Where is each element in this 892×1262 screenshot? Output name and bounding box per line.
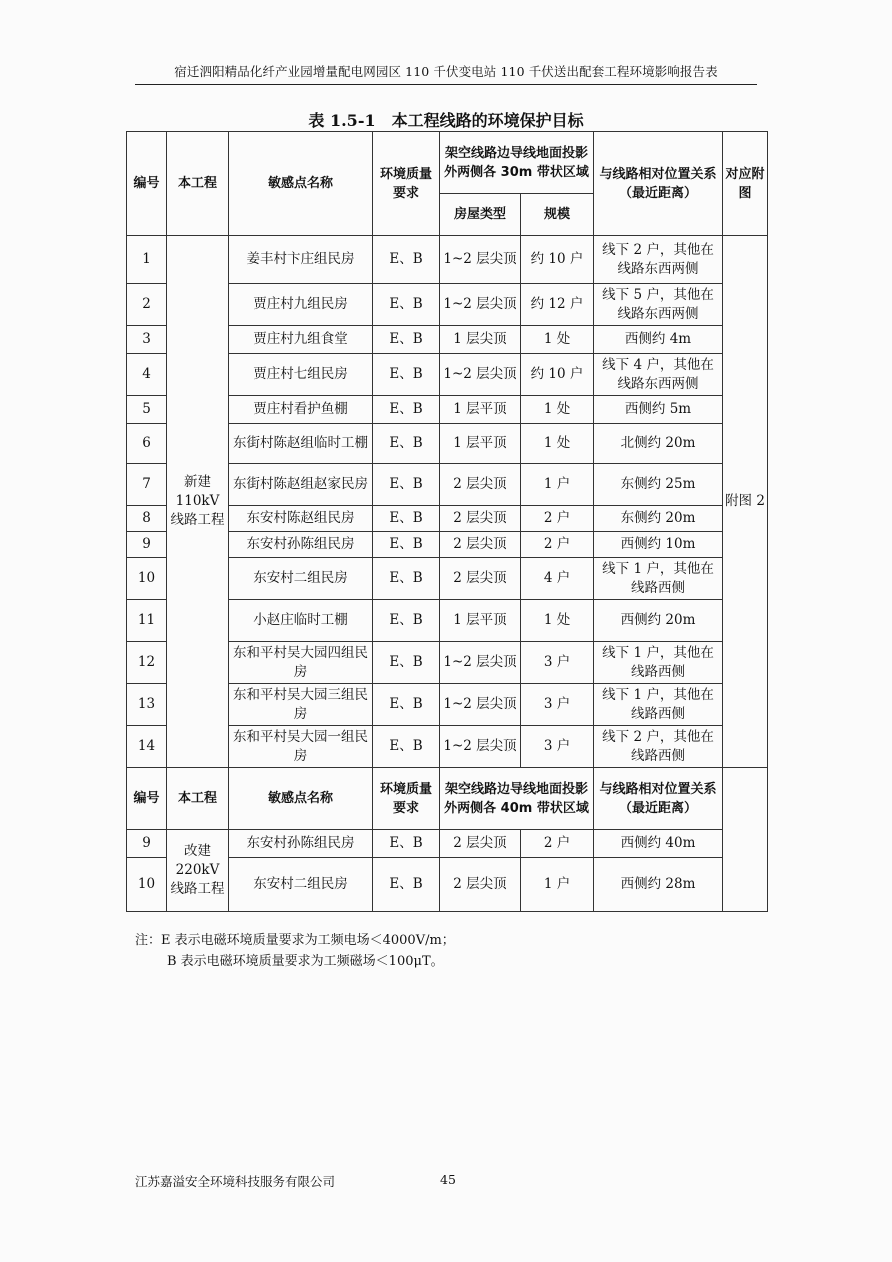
cell-house-type: 1 层尖顶 <box>440 326 521 354</box>
cell-scale: 1 处 <box>521 424 594 464</box>
cell-quality: E、B <box>373 396 440 424</box>
cell-name: 东街村陈赵组临时工棚 <box>229 424 373 464</box>
cell-name: 东安村孙陈组民房 <box>229 830 373 858</box>
cell-name: 贾庄村九组民房 <box>229 284 373 326</box>
cell-name: 东和平村吴大园三组民房 <box>229 684 373 726</box>
cell-position: 西侧约 10m <box>594 532 723 558</box>
cell-quality: E、B <box>373 532 440 558</box>
cell-position: 线下 1 户，其他在线路西侧 <box>594 558 723 600</box>
cell-no: 12 <box>127 642 167 684</box>
cell-house-type: 1~2 层尖顶 <box>440 236 521 284</box>
cell-quality: E、B <box>373 506 440 532</box>
cell-position: 线下 2 户，其他在线路东西两侧 <box>594 236 723 284</box>
header-project: 本工程 <box>167 132 229 236</box>
cell-no: 3 <box>127 326 167 354</box>
cell-no: 11 <box>127 600 167 642</box>
cell-no: 2 <box>127 284 167 326</box>
cell-position: 西侧约 40m <box>594 830 723 858</box>
cell-house-type: 2 层尖顶 <box>440 558 521 600</box>
header-position: 与线路相对位置关系（最近距离） <box>594 768 723 830</box>
cell-house-type: 2 层尖顶 <box>440 532 521 558</box>
cell-quality: E、B <box>373 236 440 284</box>
cell-position: 线下 1 户，其他在线路西侧 <box>594 684 723 726</box>
cell-quality: E、B <box>373 858 440 912</box>
note-line-e: 注：E 表示电磁环境质量要求为工频电场＜4000V/m； <box>135 933 455 948</box>
cell-house-type: 2 层尖顶 <box>440 506 521 532</box>
cell-quality: E、B <box>373 558 440 600</box>
cell-no: 9 <box>127 532 167 558</box>
cell-position: 西侧约 4m <box>594 326 723 354</box>
cell-no: 10 <box>127 558 167 600</box>
table-row <box>127 236 768 284</box>
cell-no: 14 <box>127 726 167 768</box>
cell-quality: E、B <box>373 830 440 858</box>
cell-house-type: 1~2 层尖顶 <box>440 284 521 326</box>
cell-house-type: 1~2 层尖顶 <box>440 726 521 768</box>
header-quality: 环境质量要求 <box>373 132 440 236</box>
cell-project-group2: 改建 220kV 线路工程 <box>167 830 229 912</box>
header-name: 敏感点名称 <box>229 768 373 830</box>
cell-scale: 约 10 户 <box>521 354 594 396</box>
header-band-40m: 架空线路边导线地面投影外两侧各 40m 带状区域 <box>440 768 594 830</box>
cell-position: 线下 1 户，其他在线路西侧 <box>594 642 723 684</box>
cell-scale: 2 户 <box>521 830 594 858</box>
header-no: 编号 <box>127 132 167 236</box>
header-scale: 规模 <box>521 194 594 236</box>
cell-position: 东侧约 20m <box>594 506 723 532</box>
cell-no: 10 <box>127 858 167 912</box>
header-quality: 环境质量要求 <box>373 768 440 830</box>
cell-scale: 3 户 <box>521 642 594 684</box>
protection-targets-table <box>126 131 768 912</box>
cell-name: 东安村二组民房 <box>229 558 373 600</box>
table-note <box>135 930 455 972</box>
cell-name: 东和平村吴大园四组民房 <box>229 642 373 684</box>
cell-house-type: 2 层尖顶 <box>440 830 521 858</box>
header-band-30m: 架空线路边导线地面投影外两侧各 30m 带状区域 <box>440 132 594 194</box>
cell-house-type: 1 层平顶 <box>440 600 521 642</box>
cell-scale: 3 户 <box>521 726 594 768</box>
cell-quality: E、B <box>373 326 440 354</box>
cell-scale: 4 户 <box>521 558 594 600</box>
note-line-b: B 表示电磁环境质量要求为工频磁场＜100μT。 <box>167 954 444 969</box>
cell-position: 西侧约 20m <box>594 600 723 642</box>
cell-position: 北侧约 20m <box>594 424 723 464</box>
cell-scale: 1 户 <box>521 858 594 912</box>
cell-name: 东和平村吴大园一组民房 <box>229 726 373 768</box>
cell-quality: E、B <box>373 684 440 726</box>
table-subheader-row <box>127 768 768 830</box>
cell-quality: E、B <box>373 424 440 464</box>
cell-no: 13 <box>127 684 167 726</box>
cell-house-type: 1~2 层尖顶 <box>440 354 521 396</box>
cell-no: 1 <box>127 236 167 284</box>
header-figure: 对应附图 <box>723 132 768 236</box>
cell-house-type: 2 层尖顶 <box>440 464 521 506</box>
cell-position: 西侧约 28m <box>594 858 723 912</box>
cell-scale: 约 10 户 <box>521 236 594 284</box>
cell-position: 线下 5 户，其他在线路东西两侧 <box>594 284 723 326</box>
footer-company: 江苏嘉溢安全环境科技服务有限公司 <box>135 1174 336 1189</box>
cell-no: 7 <box>127 464 167 506</box>
cell-name: 贾庄村七组民房 <box>229 354 373 396</box>
cell-scale: 1 处 <box>521 600 594 642</box>
header-house-type: 房屋类型 <box>440 194 521 236</box>
header-no: 编号 <box>127 768 167 830</box>
header-figure-blank <box>723 768 768 912</box>
cell-name: 小赵庄临时工棚 <box>229 600 373 642</box>
cell-name: 东安村孙陈组民房 <box>229 532 373 558</box>
cell-scale: 2 户 <box>521 506 594 532</box>
cell-scale: 3 户 <box>521 684 594 726</box>
cell-position: 西侧约 5m <box>594 396 723 424</box>
cell-name: 贾庄村九组食堂 <box>229 326 373 354</box>
table-title: 表 1.5-1 本工程线路的环境保护目标 <box>308 111 584 130</box>
cell-scale: 1 处 <box>521 396 594 424</box>
cell-name: 姜丰村卞庄组民房 <box>229 236 373 284</box>
cell-quality: E、B <box>373 354 440 396</box>
cell-no: 8 <box>127 506 167 532</box>
cell-position: 东侧约 25m <box>594 464 723 506</box>
cell-no: 6 <box>127 424 167 464</box>
cell-house-type: 1~2 层尖顶 <box>440 684 521 726</box>
cell-quality: E、B <box>373 600 440 642</box>
cell-position: 线下 2 户，其他在线路西侧 <box>594 726 723 768</box>
cell-house-type: 1 层平顶 <box>440 396 521 424</box>
cell-position: 线下 4 户，其他在线路东西两侧 <box>594 354 723 396</box>
cell-quality: E、B <box>373 642 440 684</box>
cell-no: 5 <box>127 396 167 424</box>
cell-name: 东街村陈赵组赵家民房 <box>229 464 373 506</box>
cell-scale: 1 处 <box>521 326 594 354</box>
cell-project-group1: 新建 110kV 线路工程 <box>167 236 229 768</box>
header-name: 敏感点名称 <box>229 132 373 236</box>
cell-figure-ref: 附图 2 <box>723 236 768 768</box>
cell-quality: E、B <box>373 284 440 326</box>
cell-scale: 2 户 <box>521 532 594 558</box>
page-number: 45 <box>440 1172 456 1187</box>
header-project: 本工程 <box>167 768 229 830</box>
cell-scale: 1 户 <box>521 464 594 506</box>
header-position: 与线路相对位置关系（最近距离） <box>594 132 723 236</box>
cell-quality: E、B <box>373 726 440 768</box>
cell-house-type: 1 层平顶 <box>440 424 521 464</box>
cell-no: 9 <box>127 830 167 858</box>
cell-name: 东安村陈赵组民房 <box>229 506 373 532</box>
cell-name: 东安村二组民房 <box>229 858 373 912</box>
cell-house-type: 2 层尖顶 <box>440 858 521 912</box>
page-header: 宿迁泗阳精品化纤产业园增量配电网园区 110 千伏变电站 110 千伏送出配套工程环境影响报告表 <box>135 62 757 85</box>
cell-scale: 约 12 户 <box>521 284 594 326</box>
cell-house-type: 1~2 层尖顶 <box>440 642 521 684</box>
cell-no: 4 <box>127 354 167 396</box>
cell-name: 贾庄村看护鱼棚 <box>229 396 373 424</box>
cell-quality: E、B <box>373 464 440 506</box>
table-row <box>127 830 768 858</box>
